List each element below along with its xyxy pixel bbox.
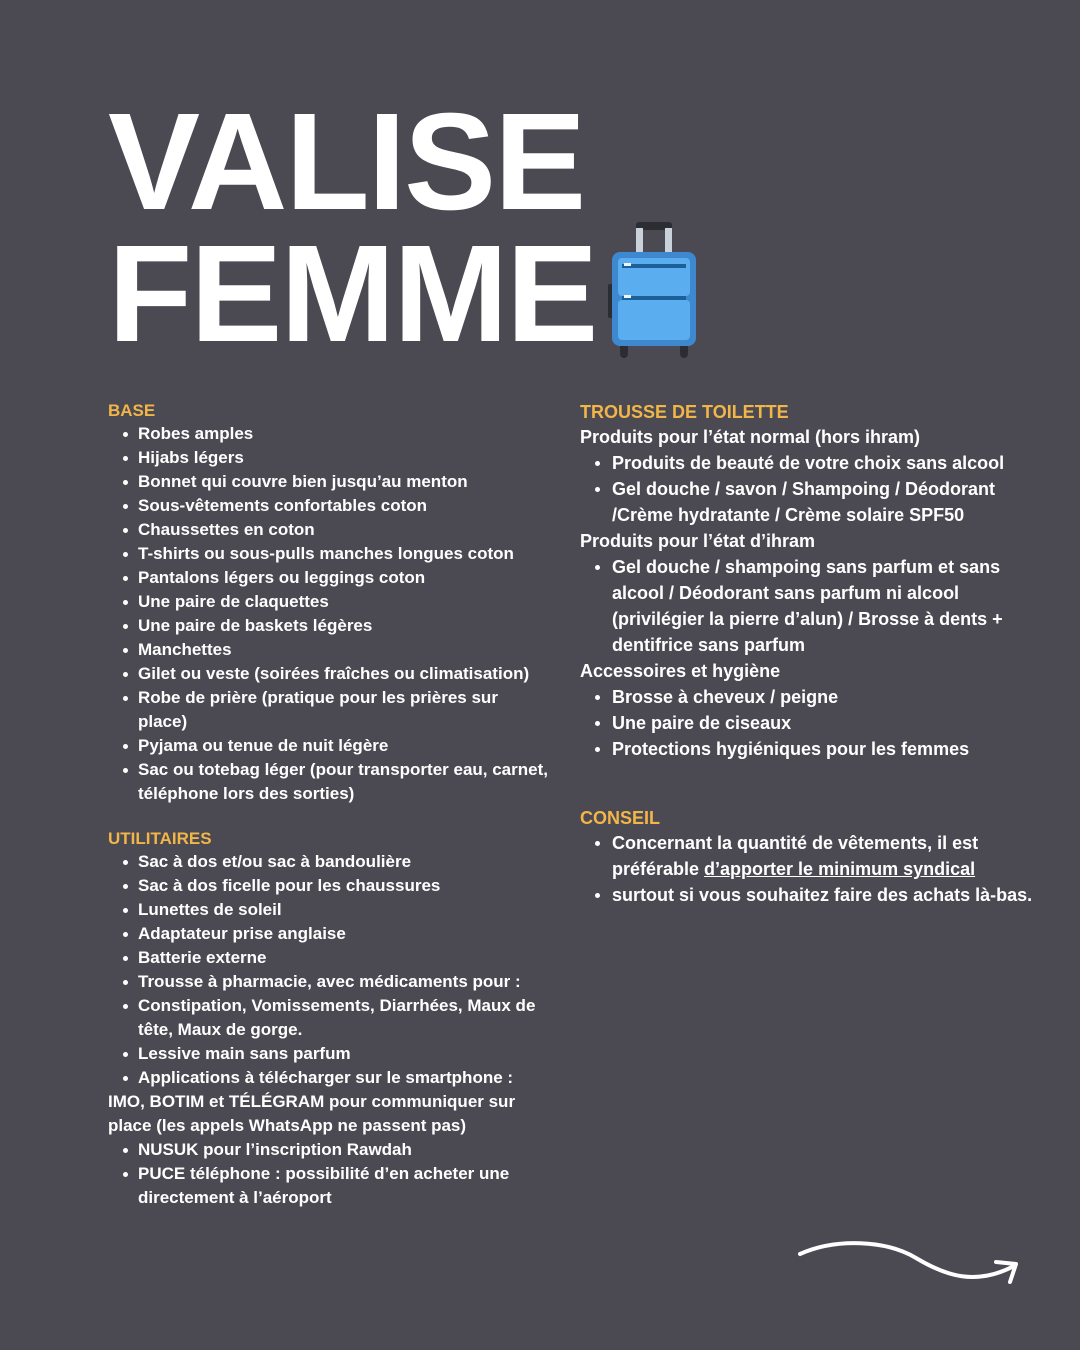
conseil-text: Concernant la quantité de vêtements, il est préférable [612, 833, 979, 879]
list-item: Sous-vêtements confortables coton [108, 494, 548, 518]
page-title [108, 85, 597, 371]
list-item: Manchettes [108, 638, 548, 662]
trousse-subheading-accessoires: Accessoires et hygiène [580, 661, 781, 681]
list-item: Brosse à cheveux / peigne [580, 684, 1040, 710]
list-item: Sac ou totebag léger (pour transporter eau, carnet, téléphone lors des sorties) [108, 758, 548, 806]
base-list [108, 422, 548, 806]
list-item: Produits de beauté de votre choix sans alcool [580, 450, 1040, 476]
list-item: Applications à télécharger sur le smartphone : IMO, BOTIM et TÉLÉGRAM pour communiquer sur place (les appels WhatsApp ne passent pas) [108, 1066, 548, 1138]
list-item: PUCE téléphone : possibilité d’en acheter une directement à l’aéroport [108, 1162, 548, 1210]
list-item: Sac à dos ficelle pour les chaussures [108, 874, 548, 898]
list-item: Pantalons légers ou leggings coton [108, 566, 548, 590]
list-item: T-shirts ou sous-pulls manches longues coton [108, 542, 548, 566]
list-item: NUSUK pour l’inscription Rawdah [108, 1138, 548, 1162]
suitcase-icon [602, 218, 702, 360]
utilitaires-list [108, 850, 548, 1210]
list-item: Bonnet qui couvre bien jusqu’au menton [108, 470, 548, 494]
conseil-list [580, 830, 1040, 908]
list-item: Lessive main sans parfum [108, 1042, 548, 1066]
list-item: Une paire de ciseaux [580, 710, 1040, 736]
list-item: Lunettes de soleil [108, 898, 548, 922]
trousse-subheading-normal: Produits pour l’état normal (hors ihram) [580, 427, 921, 447]
list-item [580, 830, 1040, 882]
trousse-normal-list [580, 450, 1040, 528]
list-item: Une paire de baskets légères [108, 614, 548, 638]
curved-arrow-icon[interactable] [796, 1236, 1024, 1290]
trousse-heading: TROUSSE DE TOILETTE [580, 402, 789, 422]
right-column [580, 400, 1040, 908]
list-item: Une paire de claquettes [108, 590, 548, 614]
list-item: Pyjama ou tenue de nuit légère [108, 734, 548, 758]
conseil-link[interactable]: d’apporter le minimum syndical [704, 859, 976, 879]
list-item: Batterie externe [108, 946, 548, 970]
list-item: Hijabs légers [108, 446, 548, 470]
list-item: Robes amples [108, 422, 548, 446]
list-item: Adaptateur prise anglaise [108, 922, 548, 946]
list-item: Gel douche / shampoing sans parfum et sans alcool / Déodorant sans parfum ni alcool (privilégier la pierre d’alun) / Brosse à dents + dentifrice sans parfum [580, 554, 1040, 658]
list-item: Gel douche / savon / Shampoing / Déodorant /Crème hydratante / Crème solaire SPF50 [580, 476, 1040, 528]
trousse-ihram-list [580, 554, 1040, 658]
left-column [108, 400, 548, 1210]
base-heading: BASE [108, 401, 156, 420]
title-line-2: FEMME [108, 217, 597, 371]
list-item: Protections hygiéniques pour les femmes [580, 736, 1040, 762]
conseil-heading: CONSEIL [580, 808, 661, 828]
list-item: surtout si vous souhaitez faire des achats là-bas. [580, 882, 1040, 908]
utilitaires-heading: UTILITAIRES [108, 829, 212, 848]
list-item: Trousse à pharmacie, avec médicaments pour : [108, 970, 548, 994]
trousse-subheading-ihram: Produits pour l’état d’ihram [580, 531, 816, 551]
list-item: Constipation, Vomissements, Diarrhées, Maux de tête, Maux de gorge. [108, 994, 548, 1042]
list-item: Gilet ou veste (soirées fraîches ou climatisation) [108, 662, 548, 686]
title-line-1: VALISE [108, 85, 585, 239]
list-item: Robe de prière (pratique pour les prières sur place) [108, 686, 548, 734]
list-item: Sac à dos et/ou sac à bandoulière [108, 850, 548, 874]
list-item: Chaussettes en coton [108, 518, 548, 542]
trousse-accessoires-list [580, 684, 1040, 762]
